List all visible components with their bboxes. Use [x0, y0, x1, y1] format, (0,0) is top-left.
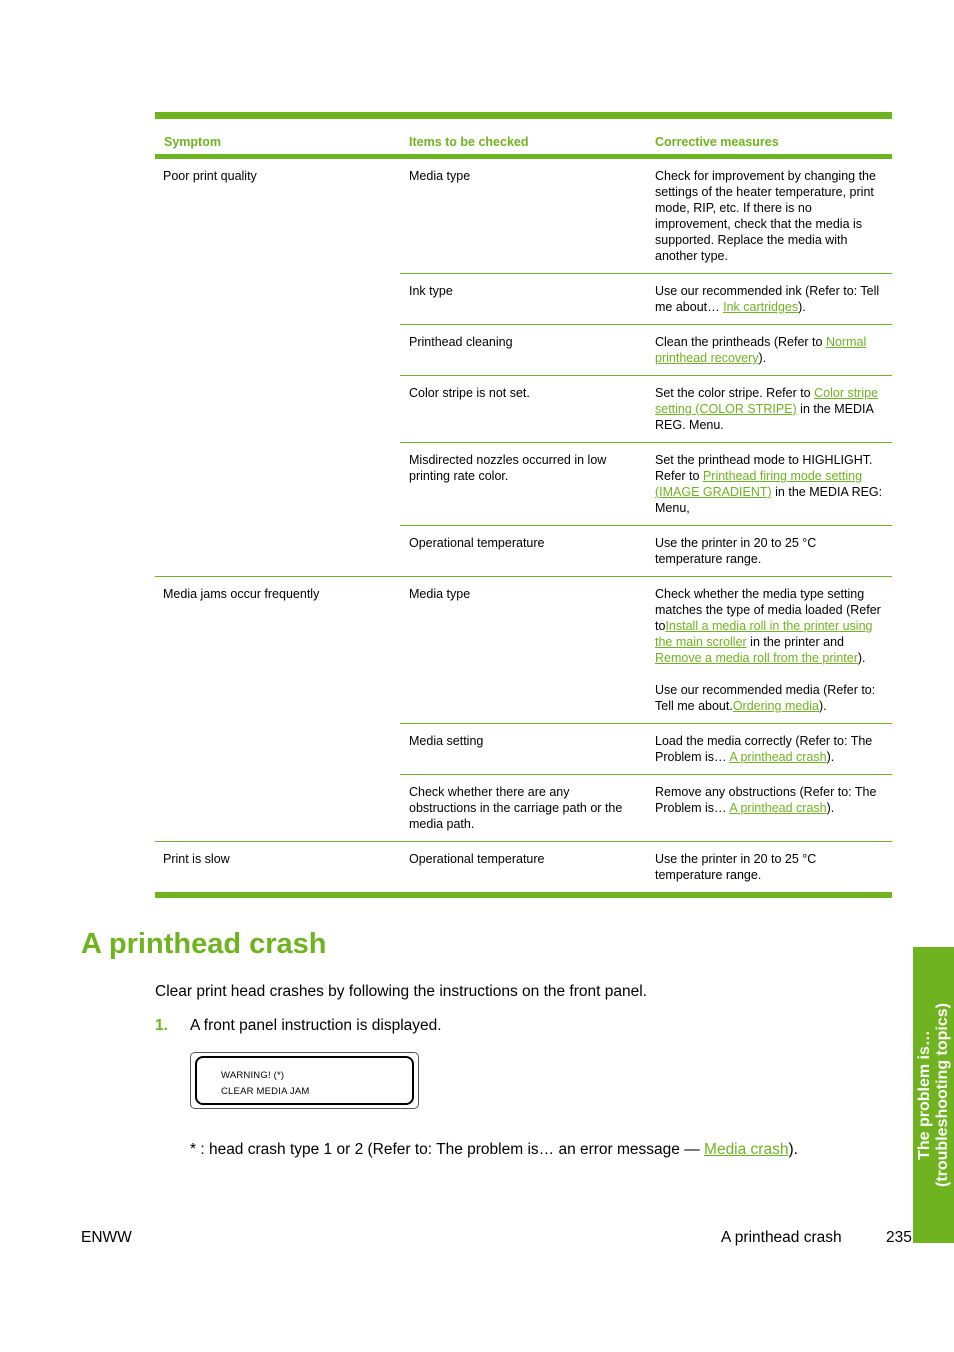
page-number: 235	[886, 1229, 912, 1246]
measure-cell	[646, 443, 892, 525]
measure-cell	[646, 842, 892, 892]
measure-paragraph	[655, 733, 886, 765]
measure-cell	[646, 274, 892, 324]
measure-text: Use our recommended media (Refer to: Tell me about.	[655, 683, 876, 713]
step-text: A front panel instruction is displayed.	[190, 1017, 442, 1034]
step-1	[155, 1017, 442, 1035]
table-row	[400, 842, 892, 892]
item-cell: Misdirected nozzles occurred in low printing rate color.	[409, 453, 607, 483]
side-tab-line-1: The problem is…	[915, 1030, 933, 1160]
table-header	[155, 119, 892, 154]
item-cell: Ink type	[409, 284, 453, 298]
measure-cell	[646, 577, 892, 723]
table-row	[400, 159, 892, 274]
measure-cell	[646, 376, 892, 442]
reference-link[interactable]: Ink cartridges	[723, 300, 799, 314]
table-row-group	[155, 159, 892, 577]
header-measures: Corrective measures	[655, 135, 779, 149]
measure-text: ).	[818, 699, 827, 713]
measure-text: Remove any obstructions (Refer to: The Problem is…	[655, 785, 877, 815]
item-cell: Operational temperature	[409, 852, 545, 866]
measure-text: in the MEDIA REG. Menu.	[655, 402, 874, 432]
table-row	[400, 724, 892, 775]
table-row	[400, 376, 892, 443]
measure-text: Use our recommended ink (Refer to: Tell me about…	[655, 284, 880, 314]
item-cell: Media type	[409, 587, 471, 601]
measure-paragraph	[655, 385, 886, 433]
item-cell: Color stripe is not set.	[409, 386, 530, 400]
symptom-cell: Print is slow	[163, 852, 230, 866]
header-items: Items to be checked	[409, 135, 529, 149]
measure-text: Set the color stripe. Refer to	[655, 386, 815, 400]
item-cell: Media setting	[409, 734, 484, 748]
measure-paragraph	[655, 452, 886, 516]
measure-paragraph	[655, 535, 886, 567]
panel-line-2: CLEAR MEDIA JAM	[221, 1086, 310, 1097]
measure-text: Use the printer in 20 to 25 °C temperature range.	[655, 536, 817, 566]
front-panel-display	[190, 1052, 419, 1109]
measure-cell	[646, 724, 892, 774]
side-tab-label	[916, 1003, 952, 1187]
measure-text: ).	[798, 300, 806, 314]
check-rows	[400, 159, 892, 576]
item-cell: Operational temperature	[409, 536, 545, 550]
measure-text: Load the media correctly (Refer to: The Problem is…	[655, 734, 873, 764]
side-tab-line-2: (troubleshooting topics)	[933, 1003, 951, 1187]
panel-line-1: WARNING! (*)	[221, 1070, 285, 1081]
reference-link[interactable]: Install a media roll in the printer using the main scroller	[655, 619, 873, 649]
footnote	[190, 1141, 798, 1159]
measure-text: Check whether the media type setting matches the type of media loaded (Refer to	[655, 587, 881, 633]
footnote-end: ).	[788, 1141, 798, 1158]
measure-text: ).	[857, 651, 866, 665]
measure-paragraph	[655, 283, 886, 315]
intro-text: Clear print head crashes by following the instructions on the front panel.	[155, 983, 647, 1000]
measure-text: ).	[758, 351, 767, 365]
header-symptom: Symptom	[164, 135, 221, 149]
measure-text: ).	[826, 750, 835, 764]
footnote-text: * : head crash type 1 or 2 (Refer to: The problem is… an error message —	[190, 1141, 705, 1158]
table-row	[400, 274, 892, 325]
measure-paragraph	[655, 334, 886, 366]
measure-paragraph	[655, 682, 886, 714]
measure-text: Set the printhead mode to HIGHLIGHT. Refer to	[655, 453, 873, 483]
item-cell: Check whether there are any obstructions in the carriage path or the media path.	[409, 785, 623, 831]
reference-link[interactable]: Printhead firing mode setting (IMAGE GRADIENT)	[655, 469, 863, 499]
check-rows	[400, 577, 892, 841]
measure-cell	[646, 159, 892, 273]
media-crash-link[interactable]: Media crash	[704, 1141, 789, 1158]
table-body	[155, 159, 892, 892]
check-rows	[400, 842, 892, 892]
table-row	[400, 526, 892, 576]
table-row-group	[155, 577, 892, 842]
reference-link[interactable]: Normal printhead recovery	[655, 335, 867, 365]
table-row	[400, 775, 892, 841]
symptom-cell: Media jams occur frequently	[163, 587, 320, 601]
measure-paragraph	[655, 851, 886, 883]
troubleshooting-table	[155, 112, 892, 898]
footer-left: ENWW	[81, 1229, 132, 1246]
item-cell: Media type	[409, 169, 471, 183]
measure-text: Check for improvement by changing the settings of the heater temperature, print mode, RIP, etc. If there is no improvement, check that the media is supported. Replace the media with another type.	[655, 169, 876, 263]
measure-cell	[646, 775, 892, 841]
table-row-group	[155, 842, 892, 892]
table-bottom-rule	[155, 892, 892, 898]
side-tab[interactable]	[913, 947, 954, 1243]
reference-link[interactable]: Color stripe setting (COLOR STRIPE)	[655, 386, 879, 416]
reference-link[interactable]: Ordering media	[732, 699, 819, 713]
reference-link[interactable]: Remove a media roll from the printer	[655, 651, 858, 665]
measure-cell	[646, 526, 892, 576]
measure-text: ).	[826, 801, 835, 815]
symptom-cell: Poor print quality	[163, 169, 257, 183]
item-cell: Printhead cleaning	[409, 335, 513, 349]
measure-text: in the printer and	[746, 635, 844, 649]
table-top-rule	[155, 112, 892, 119]
reference-link[interactable]: A printhead crash	[729, 801, 827, 815]
table-row	[400, 577, 892, 724]
measure-paragraph	[655, 168, 886, 264]
measure-text: in the MEDIA REG: Menu,	[655, 485, 883, 515]
reference-link[interactable]: A printhead crash	[729, 750, 827, 764]
footer-title: A printhead crash	[721, 1229, 842, 1246]
measure-paragraph	[655, 586, 886, 666]
front-panel-screen	[195, 1056, 414, 1105]
measure-cell	[646, 325, 892, 375]
table-row	[400, 325, 892, 376]
table-row	[400, 443, 892, 526]
measure-paragraph	[655, 784, 886, 816]
measure-text: Clean the printheads (Refer to	[655, 335, 826, 349]
step-number: 1.	[155, 1017, 168, 1034]
section-heading: A printhead crash	[81, 928, 327, 960]
measure-text: Use the printer in 20 to 25 °C temperature range.	[655, 852, 817, 882]
